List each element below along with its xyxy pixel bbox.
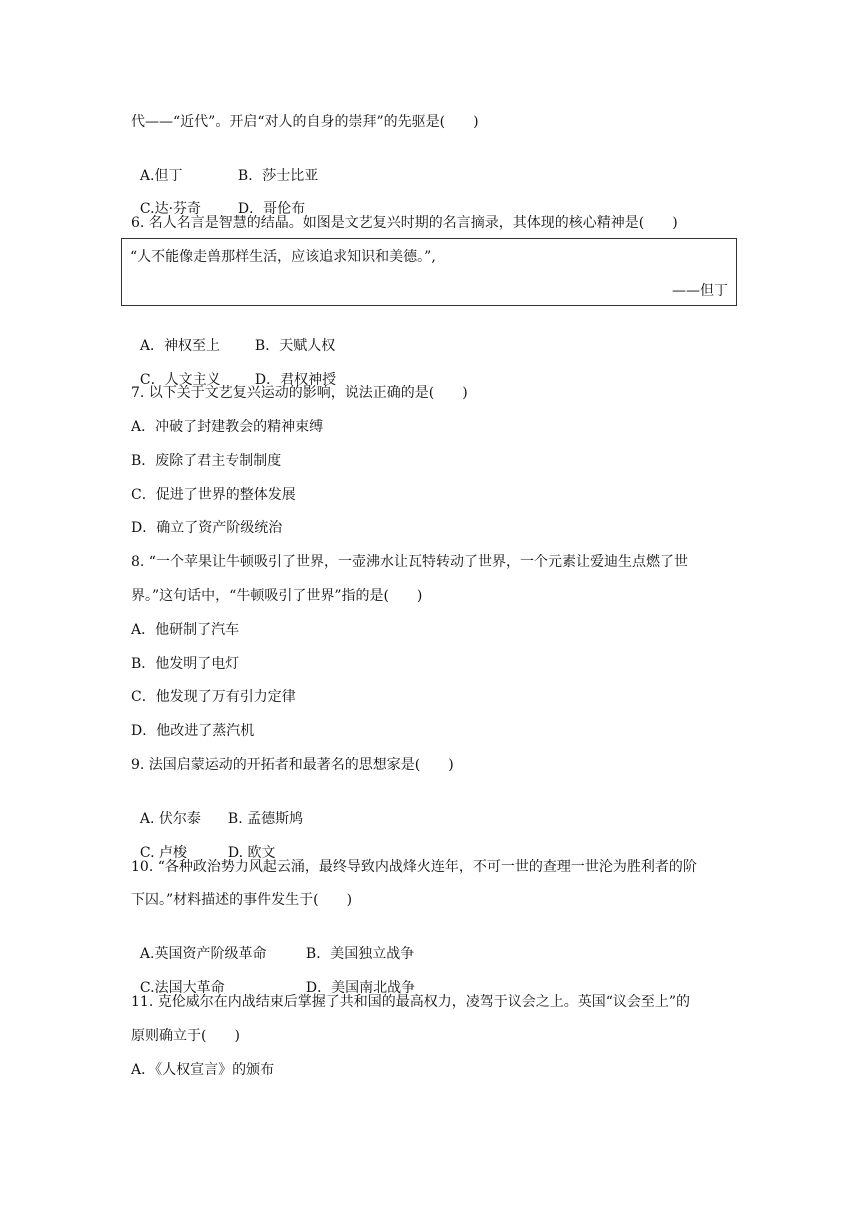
q9-stem: 9. 法国启蒙运动的开拓者和最著名的思想家是( ) [131, 757, 454, 773]
quote-author: ——但丁 [672, 283, 728, 299]
q5-option-c: C.达·芬奇 [139, 201, 202, 217]
q6-option-b: B．天赋人权 [254, 338, 336, 354]
quote-text: “人不能像走兽那样生活，应该追求知识和美德。”, [130, 249, 436, 265]
q7-stem: 7. 以下关于文艺复兴运动的影响，说法正确的是( ) [131, 385, 468, 401]
q5-option-b: B．莎士比亚 [237, 168, 319, 184]
q9-option-d: D. 欧文 [227, 845, 276, 861]
q8-option-a: A．他研制了汽车 [131, 622, 240, 638]
q6-option-a: A．神权至上 [139, 338, 221, 354]
q8-option-c: C．他发现了万有引力定律 [131, 689, 296, 705]
q11-stem-line1: 11. 克伦威尔在内战结束后掌握了共和国的最高权力，凌驾于议会之上。英国“议会至上”的 [131, 994, 691, 1010]
q11-stem-line2: 原则确立于( ) [131, 1028, 240, 1044]
q8-stem-line2: 界。”这句话中，“牛顿吸引了世界”指的是( ) [131, 588, 423, 604]
quote-box [121, 238, 737, 306]
q7-option-c: C．促进了世界的整体发展 [131, 487, 296, 503]
q10-option-a: A.英国资产阶级革命 [139, 946, 267, 962]
q10-option-d: D．美国南北战争 [305, 980, 416, 996]
q8-option-b: B．他发明了电灯 [131, 656, 240, 672]
q7-option-a: A．冲破了封建教会的精神束缚 [131, 419, 324, 435]
q10-stem-line2: 下囚。”材料描述的事件发生于( ) [131, 892, 353, 908]
q11-option-a: A．《人权宣言》的颁布 [131, 1062, 275, 1078]
q8-stem-line1: 8. “一个苹果让牛顿吸引了世界，一壶沸水让瓦特转动了世界，一个元素让爱迪生点燃了世 [131, 554, 688, 570]
q10-option-c: C.法国大革命 [139, 980, 225, 996]
q5-option-a: A.但丁 [139, 168, 183, 184]
q9-option-a: A. 伏尔泰 [139, 811, 201, 827]
q9-option-c: C. 卢梭 [139, 845, 188, 861]
q5-stem: 代——“近代”。开启“对人的自身的崇拜”的先驱是( ) [131, 114, 479, 130]
q6-stem: 6. 名人名言是智慧的结晶。如图是文艺复兴时期的名言摘录，其体现的核心精神是( ) [131, 215, 678, 231]
q7-option-d: D．确立了资产阶级统治 [131, 520, 283, 536]
q10-option-b: B．美国独立战争 [305, 946, 415, 962]
q8-option-d: D．他改进了蒸汽机 [131, 723, 255, 739]
q7-option-b: B．废除了君主专制制度 [131, 453, 282, 469]
q10-stem-line1: 10. “各种政治势力风起云涌，最终导致内战烽火连年，不可一世的查理一世沦为胜利者的阶 [131, 859, 697, 875]
q9-option-b: B. 孟德斯鸠 [227, 811, 304, 827]
q6-option-d: D．君权神授 [254, 372, 337, 388]
q5-option-d: D．哥伦布 [237, 201, 306, 217]
q6-option-c: C．人文主义 [139, 372, 221, 388]
